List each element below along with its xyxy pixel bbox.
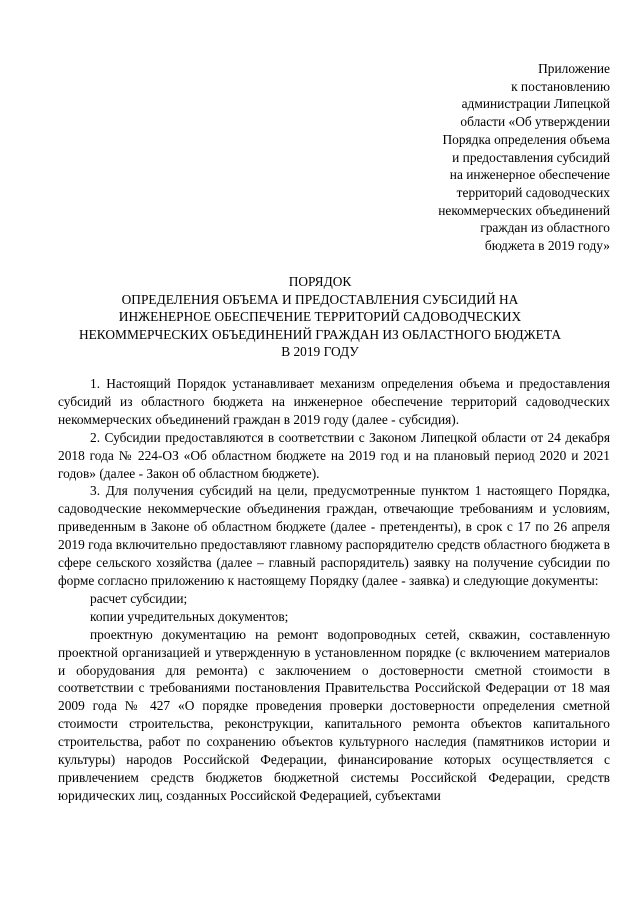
document-body [58, 375, 610, 805]
appendix-line: на инженерное обеспечение [449, 167, 610, 183]
appendix-line: области «Об утверждении [460, 114, 610, 130]
appendix-line: некоммерческих объединений [438, 202, 610, 218]
title-heading: ПОРЯДОК [288, 274, 352, 289]
appendix-block [370, 60, 610, 255]
paragraph-2: 2. Субсидии предоставляются в соответствии с Законом Липецкой области от 24 декабря 2018 года № 224-ОЗ «Об областном бюджете на 2019 год и на плановый период 2020 и 2021 годов» (далее - Закон об областном бюджете). [58, 429, 610, 481]
list-item-project-documentation: проектную документацию на ремонт водопроводных сетей, скважин, составленную проектной организацией и утвержденную в установленном порядке (с включением материалов и оборудования для ремонта) с заключением о достоверности сметной стоимости в соответствии с требованиями постановления Правительства Российской Федерации от 18 мая 2009 года № 427 «О порядке проведения проверки достоверности определения сметной стоимости строительства, реконструкции, капитального ремонта объектов капитального строительства, работ по сохранению объектов культурного наследия (памятников истории и культуры) народов Российской Федерации, финансирование которых осуществляется с привлечением средств бюджетов бюджетной системы Российской Федерации, средств юридических лиц, созданных Российской Федерацией, субъектами [58, 626, 610, 803]
title-line: НЕКОММЕРЧЕСКИХ ОБЪЕДИНЕНИЙ ГРАЖДАН ИЗ ОБЛАСТНОГО БЮДЖЕТА [78, 326, 562, 342]
document-title [40, 273, 600, 361]
appendix-line: к постановлению [511, 78, 610, 94]
paragraph-3: 3. Для получения субсидий на цели, предусмотренные пунктом 1 настоящего Порядка, садоводческие некоммерческие объединения граждан, отвечающие требованиям и условиям, приведенным в Законе об областном бюджете (далее - претенденты), в срок с 17 по 26 апреля 2019 года включительно предоставляют главному распорядителю средств областного бюджета в сфере сельского хозяйства (далее – главный распорядитель) заявку на получение субсидии по форме согласно приложению к настоящему Порядку (далее - заявка) и следующие документы: [58, 483, 610, 588]
appendix-line: и предоставления субсидий [452, 149, 610, 165]
title-line: В 2019 ГОДУ [281, 344, 359, 360]
appendix-line: Порядка определения объема [442, 131, 610, 147]
list-item-founding-documents: копии учредительных документов; [90, 608, 289, 624]
list-item-subsidy-calculation: расчет субсидии; [90, 590, 188, 606]
appendix-line: территорий садоводческих [456, 184, 610, 200]
appendix-line: администрации Липецкой [461, 96, 610, 112]
title-line: ОПРЕДЕЛЕНИЯ ОБЪЕМА И ПРЕДОСТАВЛЕНИЯ СУБСИДИЙ НА [121, 291, 519, 307]
appendix-line: граждан из областного [480, 220, 610, 236]
title-line: ИНЖЕНЕРНОЕ ОБЕСПЕЧЕНИЕ ТЕРРИТОРИЙ САДОВОДЧЕСКИХ [118, 309, 522, 325]
appendix-line: Приложение [538, 61, 610, 76]
paragraph-1: 1. Настоящий Порядок устанавливает механизм определения объема и предоставления субсидий из областного бюджета на инженерное обеспечение территорий садоводческих некоммерческих объединений граждан в 2019 году (далее - субсидия). [58, 376, 610, 427]
appendix-line: бюджета в 2019 году» [484, 238, 610, 254]
